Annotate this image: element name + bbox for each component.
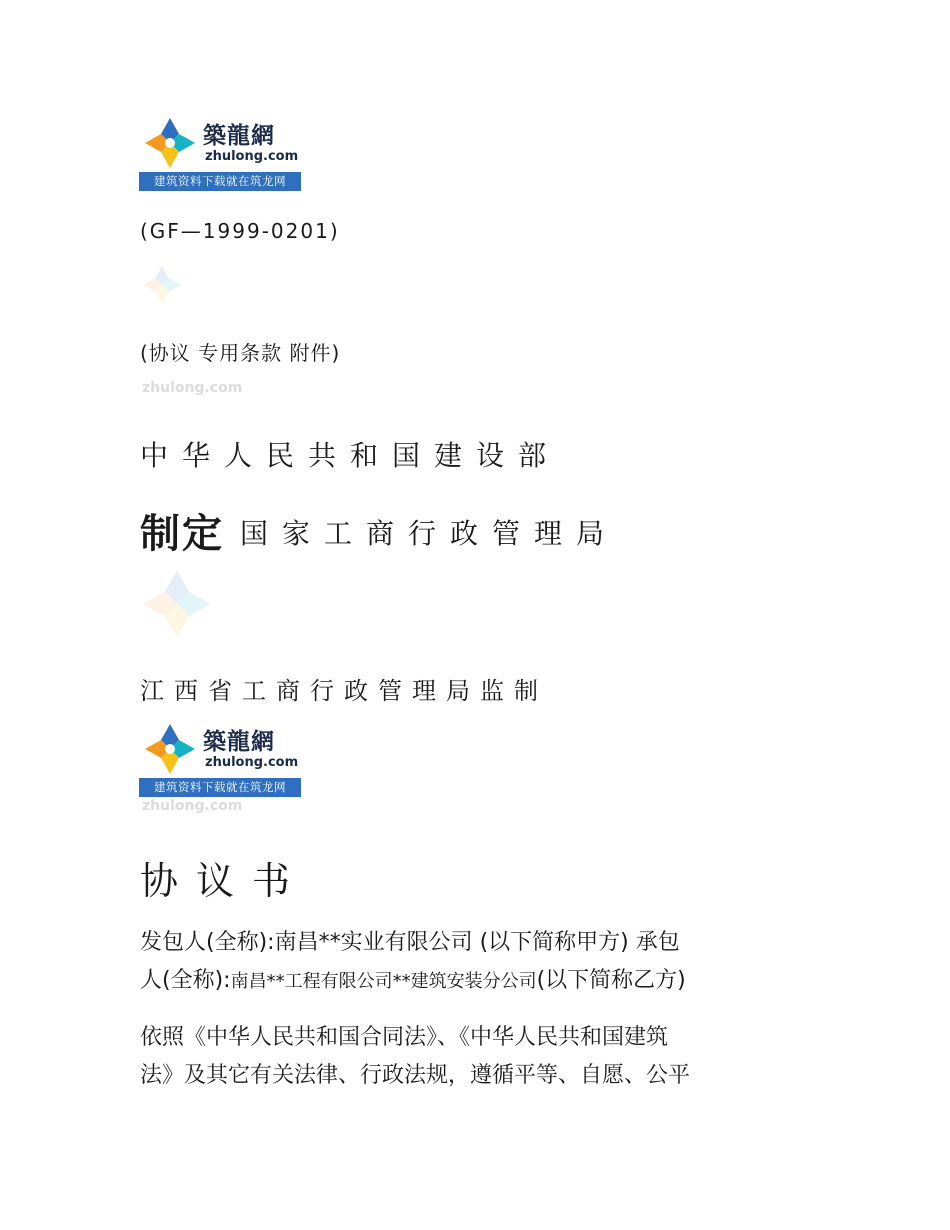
doc-subtitle: (协议 专用条款 附件) <box>140 341 341 365</box>
logo-brand-name: 築龍網 <box>203 728 275 755</box>
supervisor-line: 江西省工商行政管理局监制 <box>140 677 548 705</box>
logo-brand-name: 築龍網 <box>203 122 275 149</box>
watermark-text: zhulong.com <box>142 798 243 814</box>
party-line-2-lead: 人(全称): <box>140 968 231 993</box>
watermark-gem-icon <box>140 263 184 307</box>
basis-line-1: 依照《中华人民共和国合同法》、《中华人民共和国建筑 <box>140 1025 669 1050</box>
party-paragraph <box>140 924 800 1001</box>
zhulong-gem-icon <box>141 720 199 778</box>
logo-slogan: 建筑资料下载就在筑龙网 <box>139 172 301 191</box>
zhulong-logo <box>139 111 301 191</box>
watermark-text: zhulong.com <box>142 380 243 396</box>
party-line-2-tail: (以下简称乙方) <box>536 968 686 993</box>
issuer-prefix: 制定 <box>140 511 224 557</box>
doc-code: (GF—1999-0201) <box>140 219 340 243</box>
issuer-bureau: 国家工商行政管理局 <box>240 517 619 550</box>
party-line-1: 发包人(全称):南昌**实业有限公司 (以下简称甲方) 承包 <box>140 930 680 955</box>
party-line-2 <box>140 962 800 1001</box>
issuer-ministry: 中华人民共和国建设部 <box>140 439 561 472</box>
logo-domain: zhulong.com <box>205 755 299 770</box>
contractor-name: 南昌**工程有限公司**建筑安装分公司 <box>230 971 537 992</box>
basis-paragraph <box>140 1019 800 1095</box>
basis-line-2: 法》及其它有关法律、行政法规，遵循平等、自愿、公平 <box>140 1063 691 1088</box>
watermark-gem-icon <box>138 565 216 643</box>
zhulong-gem-icon <box>141 114 199 172</box>
logo-slogan: 建筑资料下载就在筑龙网 <box>139 778 301 797</box>
agreement-heading: 协议书 <box>140 859 309 903</box>
logo-domain: zhulong.com <box>205 149 299 164</box>
zhulong-logo <box>139 717 301 797</box>
